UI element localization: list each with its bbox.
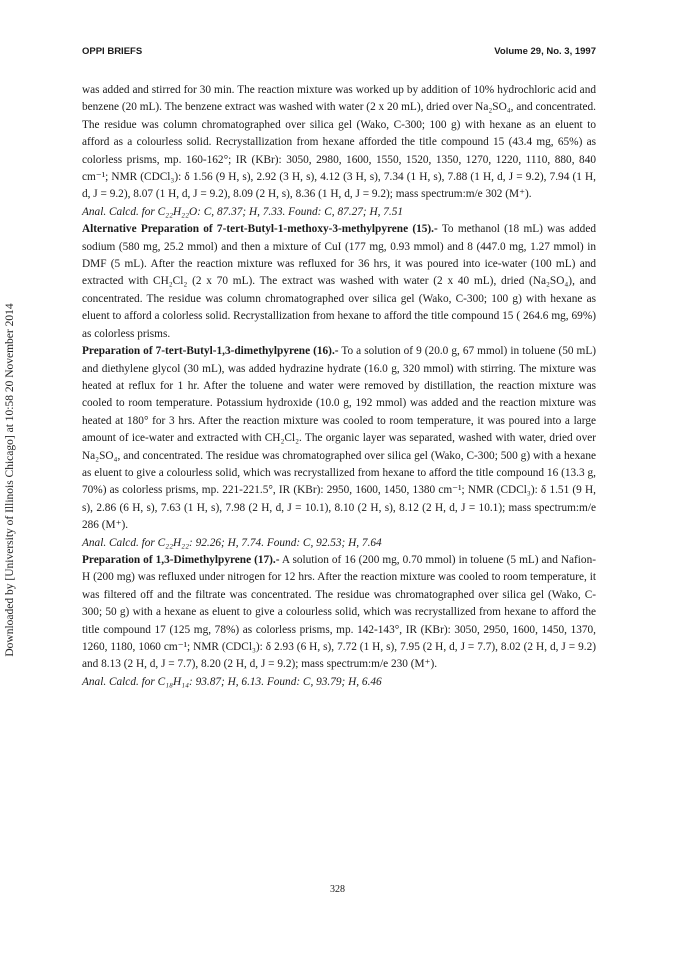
download-watermark [3,270,17,690]
paragraph-alt-prep-15: Alternative Preparation of 7-tert-Butyl-1-methoxy-3-methylpyrene (15).- To methanol (18 mL) was added sodium (580 mg, 25.2 mmol) and then a mixture of CuI (177 mg, 0.93 mmol) and 8 (447.0 mg, 1.27 mmol) in DMF (5 mL). After the reaction mixture was refluxed for 36 hrs, it was poured into ice-water (100 mL) and extracted with CH₂Cl₂ (2 x 70 mL). The extract was washed with water (2 x 40 mL), dried (Na₂SO₄), and concentrated. The residue was column chromatographed over silica gel (Wako, C-300; 100 g) with hexane as eluent to afford a colorless solid. Recrystallization from hexane to afford the title compound 15 ( 264.6 mg, 69%) as colorless prisms. [82,223,596,340]
journal-name: OPPI BRIEFS [82,46,143,57]
analysis-line: Anal. Calcd. for C₂₂H₂₂O: C, 87.37; H, 7.33. Found: C, 87.27; H, 7.51 [82,205,404,218]
paragraph-continuation: was added and stirred for 30 min. The reaction mixture was worked up by addition of 10% hydrochloric acid and benzene (20 mL). The benzene extract was washed with water (2 x 20 mL), dried over Na₂SO₄, and concentrated. The residue was column chromatographed over silica gel (Wako, C-300; 100 g) with hexane as an eluent to afford as a colourless solid. Recrystallization from hexane afforded the title compound 15 (43.4 mg, 65%) as colorless prisms, mp. 160-162°; IR (KBr): 3050, 2980, 1600, 1550, 1520, 1350, 1270, 1220, 1110, 880, 840 cm⁻¹; NMR (CDCl₃): δ 1.56 (9 H, s), 2.92 (3 H, s), 4.12 (3 H, s), 7.34 (1 H, s), 7.88 (1 H, d, J = 9.2), 7.94 (1 H, d, J = 9.2), 8.07 (1 H, d, J = 9.2), 8.09 (2 H, s), 8.36 (1 H, d, J = 9.2); mass spectrum:m/e 302 (M⁺). [82,84,596,201]
analysis-line: Anal. Calcd. for C₂₂H₂₂: 92.26; H, 7.74. Found: C, 92.53; H, 7.64 [82,536,382,549]
paragraph-prep-16: Preparation of 7-tert-Butyl-1,3-dimethylpyrene (16).- To a solution of 9 (20.0 g, 67 mmol) in toluene (50 mL) and diethylene glycol (30 mL), was added hydrazine hydrate (16.0 g, 320 mmol) with stirring. The mixture was heated at reflux for 1 hr. After the toluene and water were removed by distillation, the reaction mixture was cooled to room temperature. Potassium hydroxide (10.0 g, 192 mmol) was added and the reaction mixture was heated at 180° for 3 hrs. After the reaction mixture was cooled to room temperature, it was poured into a large amount of ice-water and extracted with CH₂Cl₂. The organic layer was separated, washed with water, dried over Na₂SO₄, and concentrated. The residue was chromatographed over silica gel (Wako, C-300; 500 g) with a hexane as eluent to give a colourless solid, which was recrystallized from hexane to afford the title compound 16 (13.3 g, 70%) as colorless prisms, mp. 221-221.5°, IR (KBr): 2950, 1600, 1450, 1380 cm⁻¹; NMR (CDCl₃): δ 1.51 (9 H, s), 2.86 (6 H, s), 7.63 (1 H, s), 7.98 (2 H, d, J = 10.1), 8.10 (2 H, s), 8.12 (2 H, d, J = 10.1); mass spectrum:m/e 286 (M⁺). [82,345,596,532]
analysis-line: Anal. Calcd. for C₁₈H₁₄: 93.87; H, 6.13. Found: C, 93.79; H, 6.46 [82,675,382,688]
article-body [82,82,596,691]
running-header [82,46,596,60]
page-number: 328 [330,884,345,895]
download-note-text: Downloaded by [University of Illinois Chicago] at 10:58 20 November 2014 [4,303,16,657]
paragraph-prep-17: Preparation of 1,3-Dimethylpyrene (17).- A solution of 16 (200 mg, 0.70 mmol) in toluene (5 mL) and Nafion-H (200 mg) was refluxed under nitrogen for 12 hrs. After the reaction mixture was cooled to room temperature, it was filtered off and the filtrate was concentrated. The residue was chromatographed over silica gel (Wako, C-300; 50 g) with a hexane as eluent to give a colourless solid, which was recrystallized from hexane to afford the title compound 17 (125 mg, 78%) as colorless prisms, mp. 142-143°, IR (KBr): 3050, 2950, 1600, 1450, 1370, 1260, 1180, 1060 cm⁻¹; NMR (CDCl₃): δ 2.93 (6 H, s), 7.72 (1 H, s), 7.95 (2 H, d, J = 7.7), 8.02 (2 H, d, J = 9.2) and 8.13 (2 H, d, J = 7.7), 8.20 (2 H, d, J = 9.2); mass spectrum:m/e 230 (M⁺). [82,553,596,671]
volume-info: Volume 29, No. 3, 1997 [494,46,596,57]
